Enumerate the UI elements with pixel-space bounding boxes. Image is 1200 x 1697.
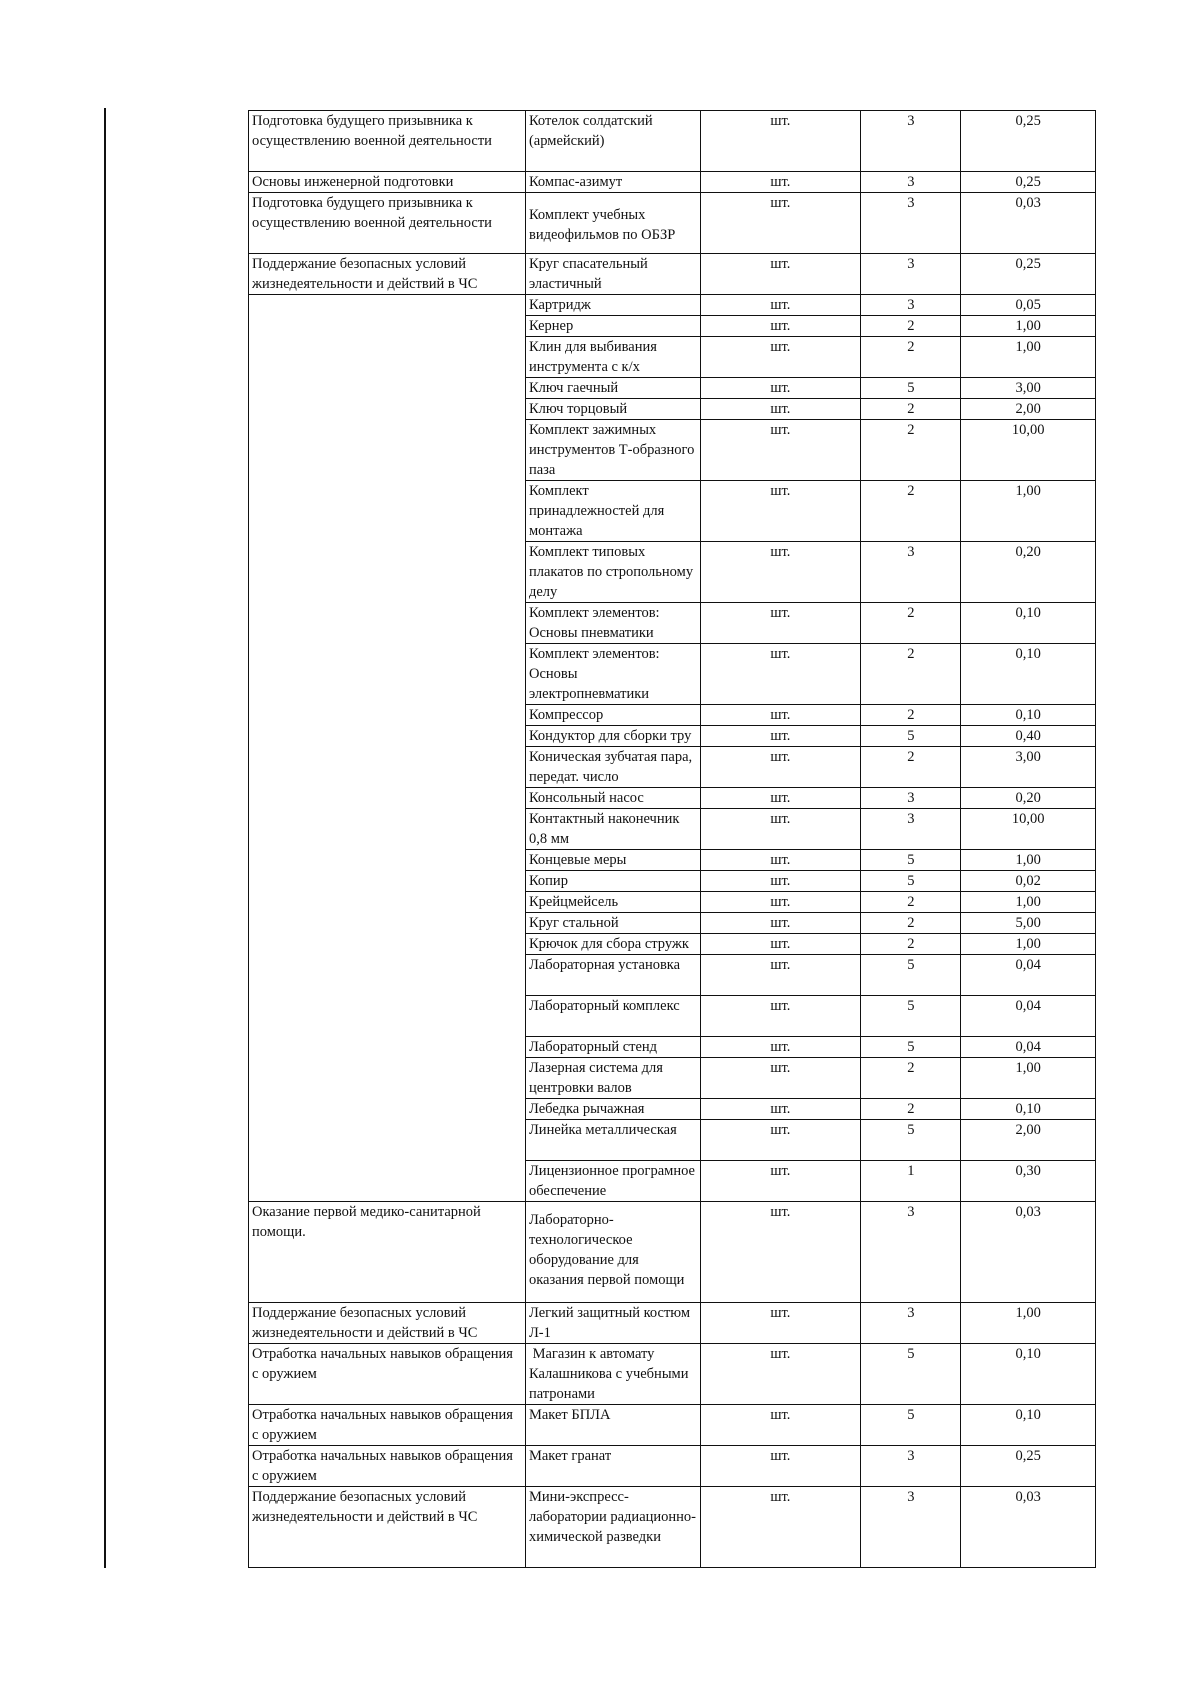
- quantity-cell: 3: [861, 1487, 961, 1568]
- section-cell: Отработка начальных навыков обращения с оружием: [249, 1405, 526, 1446]
- item-name-cell: Кондуктор для сборки тру: [525, 726, 700, 747]
- quantity-cell: 3: [861, 1446, 961, 1487]
- item-name-cell: Лазерная система для центровки валов: [525, 1058, 700, 1099]
- coefficient-cell: 5,00: [961, 913, 1096, 934]
- page-margin-line: [104, 108, 106, 1568]
- coefficient-cell: 0,04: [961, 955, 1096, 996]
- quantity-cell: 2: [861, 481, 961, 542]
- unit-cell: шт.: [700, 1303, 861, 1344]
- quantity-cell: 3: [861, 542, 961, 603]
- coefficient-cell: 3,00: [961, 747, 1096, 788]
- unit-cell: шт.: [700, 378, 861, 399]
- coefficient-cell: 0,10: [961, 644, 1096, 705]
- quantity-cell: 2: [861, 420, 961, 481]
- quantity-cell: 5: [861, 1405, 961, 1446]
- unit-cell: шт.: [700, 1344, 861, 1405]
- item-name-cell: Картридж: [525, 295, 700, 316]
- unit-cell: шт.: [700, 481, 861, 542]
- item-name-cell: Копир: [525, 871, 700, 892]
- item-name-cell: Кернер: [525, 316, 700, 337]
- item-name-cell: Ключ торцовый: [525, 399, 700, 420]
- item-name-cell: Коническая зубчатая пара, передат. число: [525, 747, 700, 788]
- item-name-cell: Легкий защитный костюм Л-1: [525, 1303, 700, 1344]
- unit-cell: шт.: [700, 337, 861, 378]
- item-name-cell: Круг спасательный эластичный: [525, 254, 700, 295]
- unit-cell: шт.: [700, 934, 861, 955]
- item-name-cell: Макет БПЛА: [525, 1405, 700, 1446]
- quantity-cell: 2: [861, 337, 961, 378]
- coefficient-cell: 0,04: [961, 1037, 1096, 1058]
- item-name-cell: Лицензионное програмное обеспечение: [525, 1161, 700, 1202]
- quantity-cell: 5: [861, 871, 961, 892]
- item-name-cell: Лабораторно-технологическое оборудование для оказания первой помощи: [525, 1202, 700, 1303]
- coefficient-cell: 0,02: [961, 871, 1096, 892]
- unit-cell: шт.: [700, 1099, 861, 1120]
- unit-cell: шт.: [700, 1161, 861, 1202]
- coefficient-cell: 3,00: [961, 378, 1096, 399]
- item-name-cell: Лабораторный стенд: [525, 1037, 700, 1058]
- section-cell: Поддержание безопасных условий жизнедеятельности и действий в ЧС: [249, 254, 526, 295]
- quantity-cell: 5: [861, 1037, 961, 1058]
- unit-cell: шт.: [700, 726, 861, 747]
- coefficient-cell: 1,00: [961, 316, 1096, 337]
- coefficient-cell: 0,25: [961, 254, 1096, 295]
- section-cell-empty: [249, 295, 526, 1202]
- unit-cell: шт.: [700, 644, 861, 705]
- quantity-cell: 2: [861, 603, 961, 644]
- unit-cell: шт.: [700, 913, 861, 934]
- quantity-cell: 3: [861, 254, 961, 295]
- unit-cell: шт.: [700, 996, 861, 1037]
- coefficient-cell: 0,05: [961, 295, 1096, 316]
- quantity-cell: 3: [861, 1303, 961, 1344]
- section-cell: Поддержание безопасных условий жизнедеятельности и действий в ЧС: [249, 1303, 526, 1344]
- section-cell: Отработка начальных навыков обращения с оружием: [249, 1344, 526, 1405]
- coefficient-cell: 10,00: [961, 809, 1096, 850]
- item-name-cell: Комплект учебных видеофильмов по ОБЗР: [525, 193, 700, 254]
- coefficient-cell: 0,25: [961, 172, 1096, 193]
- table-row: [249, 1405, 1096, 1446]
- unit-cell: шт.: [700, 295, 861, 316]
- table-row: [249, 1344, 1096, 1405]
- unit-cell: шт.: [700, 1120, 861, 1161]
- item-name-cell: Лабораторная установка: [525, 955, 700, 996]
- unit-cell: шт.: [700, 788, 861, 809]
- table-row: [249, 295, 1096, 316]
- unit-cell: шт.: [700, 1202, 861, 1303]
- quantity-cell: 5: [861, 850, 961, 871]
- section-cell: Подготовка будущего призывника к осуществлению военной деятельности: [249, 193, 526, 254]
- quantity-cell: 2: [861, 316, 961, 337]
- table-row: [249, 172, 1096, 193]
- item-name-cell: Магазин к автомату Калашникова с учебными патронами: [525, 1344, 700, 1405]
- item-name-cell: Компас-азимут: [525, 172, 700, 193]
- section-cell: Оказание первой медико-санитарной помощи.: [249, 1202, 526, 1303]
- item-name-cell: Линейка металлическая: [525, 1120, 700, 1161]
- coefficient-cell: 1,00: [961, 892, 1096, 913]
- quantity-cell: 2: [861, 644, 961, 705]
- unit-cell: шт.: [700, 193, 861, 254]
- coefficient-cell: 1,00: [961, 1303, 1096, 1344]
- table-row: [249, 1446, 1096, 1487]
- quantity-cell: 3: [861, 809, 961, 850]
- item-name-cell: Контактный наконечник 0,8 мм: [525, 809, 700, 850]
- table-row: [249, 1202, 1096, 1303]
- unit-cell: шт.: [700, 705, 861, 726]
- unit-cell: шт.: [700, 1037, 861, 1058]
- item-name-cell: Комплект типовых плакатов по стропольному делу: [525, 542, 700, 603]
- unit-cell: шт.: [700, 1487, 861, 1568]
- coefficient-cell: 1,00: [961, 1058, 1096, 1099]
- quantity-cell: 3: [861, 193, 961, 254]
- item-name-cell: Компрессор: [525, 705, 700, 726]
- coefficient-cell: 0,40: [961, 726, 1096, 747]
- coefficient-cell: 2,00: [961, 399, 1096, 420]
- quantity-cell: 2: [861, 892, 961, 913]
- unit-cell: шт.: [700, 420, 861, 481]
- unit-cell: шт.: [700, 172, 861, 193]
- quantity-cell: 5: [861, 378, 961, 399]
- unit-cell: шт.: [700, 1446, 861, 1487]
- equipment-table: [248, 110, 1096, 1568]
- quantity-cell: 2: [861, 705, 961, 726]
- coefficient-cell: 0,10: [961, 1405, 1096, 1446]
- item-name-cell: Крючок для сбора стружк: [525, 934, 700, 955]
- coefficient-cell: 2,00: [961, 1120, 1096, 1161]
- quantity-cell: 1: [861, 1161, 961, 1202]
- unit-cell: шт.: [700, 316, 861, 337]
- coefficient-cell: 0,20: [961, 788, 1096, 809]
- quantity-cell: 2: [861, 747, 961, 788]
- section-cell: Подготовка будущего призывника к осуществлению военной деятельности: [249, 111, 526, 172]
- coefficient-cell: 0,03: [961, 1487, 1096, 1568]
- coefficient-cell: 0,03: [961, 1202, 1096, 1303]
- quantity-cell: 3: [861, 172, 961, 193]
- unit-cell: шт.: [700, 542, 861, 603]
- item-name-cell: Макет гранат: [525, 1446, 700, 1487]
- quantity-cell: 5: [861, 996, 961, 1037]
- coefficient-cell: 10,00: [961, 420, 1096, 481]
- coefficient-cell: 1,00: [961, 850, 1096, 871]
- coefficient-cell: 0,10: [961, 603, 1096, 644]
- quantity-cell: 3: [861, 295, 961, 316]
- quantity-cell: 5: [861, 1344, 961, 1405]
- coefficient-cell: 0,25: [961, 1446, 1096, 1487]
- item-name-cell: Комплект зажимных инструментов Т-образного паза: [525, 420, 700, 481]
- quantity-cell: 3: [861, 788, 961, 809]
- coefficient-cell: 1,00: [961, 481, 1096, 542]
- item-name-cell: Консольный насос: [525, 788, 700, 809]
- coefficient-cell: 0,10: [961, 1099, 1096, 1120]
- item-name-cell: Котелок солдатский (армейский): [525, 111, 700, 172]
- item-name-cell: Концевые меры: [525, 850, 700, 871]
- unit-cell: шт.: [700, 399, 861, 420]
- quantity-cell: 2: [861, 1099, 961, 1120]
- coefficient-cell: 1,00: [961, 934, 1096, 955]
- item-name-cell: Клин для выбивания инструмента с к/х: [525, 337, 700, 378]
- unit-cell: шт.: [700, 603, 861, 644]
- coefficient-cell: 0,25: [961, 111, 1096, 172]
- item-name-cell: Лабораторный комплекс: [525, 996, 700, 1037]
- quantity-cell: 3: [861, 111, 961, 172]
- unit-cell: шт.: [700, 111, 861, 172]
- item-name-cell: Ключ гаечный: [525, 378, 700, 399]
- coefficient-cell: 0,10: [961, 1344, 1096, 1405]
- unit-cell: шт.: [700, 254, 861, 295]
- quantity-cell: 5: [861, 1120, 961, 1161]
- quantity-cell: 2: [861, 1058, 961, 1099]
- quantity-cell: 2: [861, 399, 961, 420]
- unit-cell: шт.: [700, 809, 861, 850]
- quantity-cell: 2: [861, 913, 961, 934]
- table-row: [249, 254, 1096, 295]
- quantity-cell: 2: [861, 934, 961, 955]
- item-name-cell: Мини-экспресс-лаборатории радиационно-химической разведки: [525, 1487, 700, 1568]
- section-cell: Основы инженерной подготовки: [249, 172, 526, 193]
- table-row: [249, 111, 1096, 172]
- coefficient-cell: 0,10: [961, 705, 1096, 726]
- table-row: [249, 1303, 1096, 1344]
- quantity-cell: 3: [861, 1202, 961, 1303]
- unit-cell: шт.: [700, 1058, 861, 1099]
- quantity-cell: 5: [861, 955, 961, 996]
- item-name-cell: Лебедка рычажная: [525, 1099, 700, 1120]
- table-row: [249, 1487, 1096, 1568]
- unit-cell: шт.: [700, 850, 861, 871]
- coefficient-cell: 0,30: [961, 1161, 1096, 1202]
- item-name-cell: Круг стальной: [525, 913, 700, 934]
- section-cell: Поддержание безопасных условий жизнедеятельности и действий в ЧС: [249, 1487, 526, 1568]
- coefficient-cell: 1,00: [961, 337, 1096, 378]
- unit-cell: шт.: [700, 1405, 861, 1446]
- section-cell: Отработка начальных навыков обращения с оружием: [249, 1446, 526, 1487]
- unit-cell: шт.: [700, 871, 861, 892]
- item-name-cell: Комплект элементов: Основы электропневматики: [525, 644, 700, 705]
- unit-cell: шт.: [700, 892, 861, 913]
- coefficient-cell: 0,20: [961, 542, 1096, 603]
- coefficient-cell: 0,04: [961, 996, 1096, 1037]
- coefficient-cell: 0,03: [961, 193, 1096, 254]
- unit-cell: шт.: [700, 955, 861, 996]
- unit-cell: шт.: [700, 747, 861, 788]
- item-name-cell: Комплект элементов: Основы пневматики: [525, 603, 700, 644]
- quantity-cell: 5: [861, 726, 961, 747]
- item-name-cell: Крейцмейсель: [525, 892, 700, 913]
- table-row: [249, 193, 1096, 254]
- item-name-cell: Комплект принадлежностей для монтажа: [525, 481, 700, 542]
